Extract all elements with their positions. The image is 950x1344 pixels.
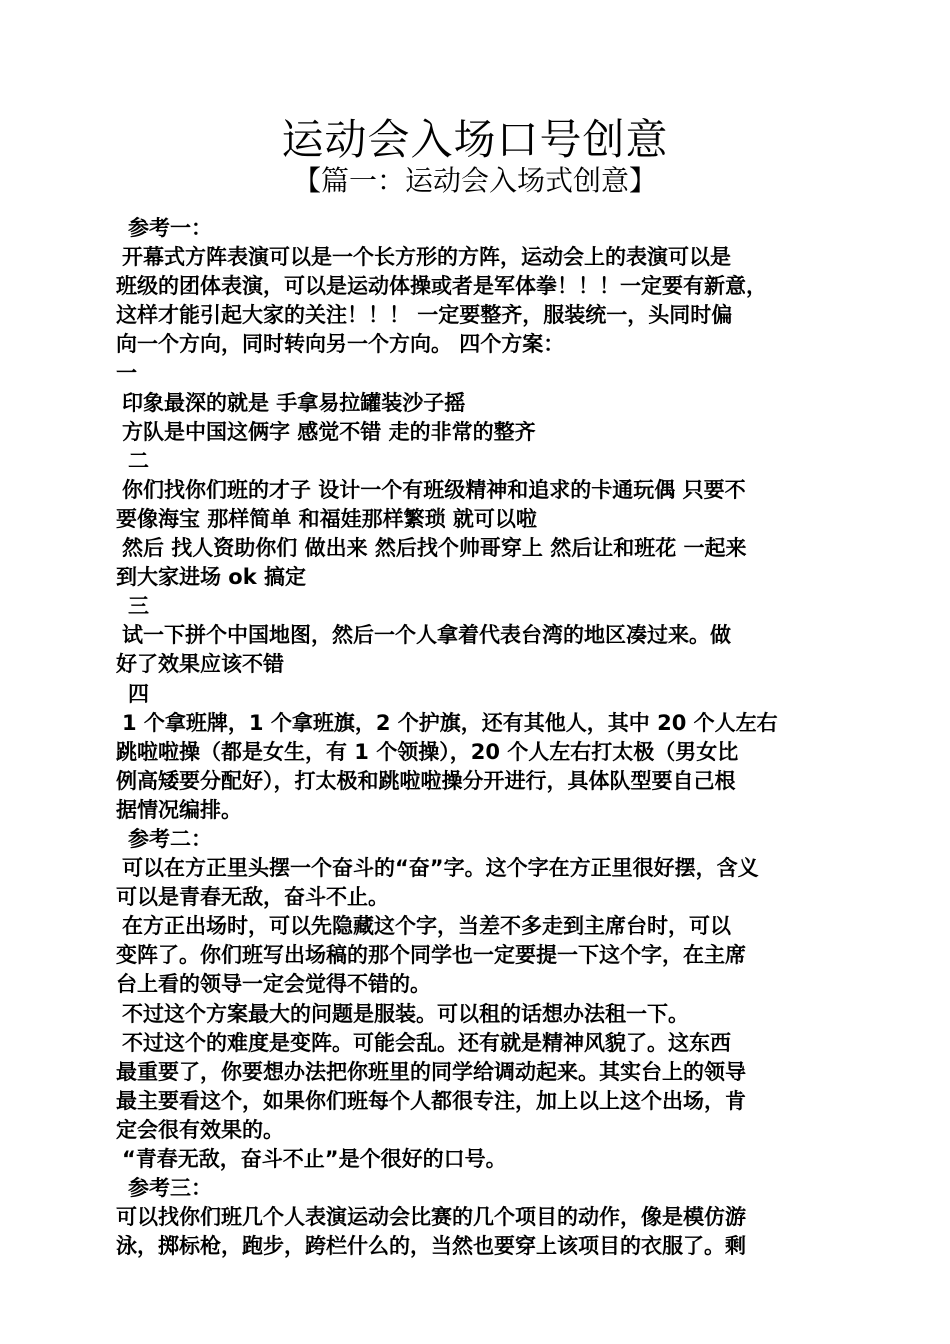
paragraph-line: 印象最深的就是 手拿易拉罐装沙子摇	[122, 390, 466, 415]
plan-number: 三	[128, 594, 149, 619]
paragraph-line: 好了效果应该不错	[116, 652, 284, 677]
paragraph-line: 可以找你们班几个人表演运动会比赛的几个项目的动作，像是模仿游	[116, 1205, 746, 1230]
paragraph-line: 泳，掷标枪，跑步，跨栏什么的，当然也要穿上该项目的衣服了。剩	[116, 1234, 746, 1259]
section-heading: 参考一：	[128, 216, 212, 240]
paragraph-line: 跳啦啦操（都是女生，有 1 个领操），20 个人左右打太极（男女比	[116, 739, 739, 764]
paragraph-line: 然后 找人资助你们 做出来 然后找个帅哥穿上 然后让和班花 一起来	[122, 536, 747, 561]
document-title: 运动会入场口号创意	[281, 115, 669, 164]
paragraph-line: 不过这个方案最大的问题是服装。可以租的话想办法租一下。	[122, 1001, 689, 1026]
paragraph-line: 试一下拼个中国地图，然后一个人拿着代表台湾的地区凑过来。做	[122, 623, 731, 648]
document-subtitle: 【篇一：运动会入场式创意】	[292, 164, 657, 197]
paragraph-line: 最重要了，你要想办法把你班里的同学给调动起来。其实台上的领导	[116, 1059, 746, 1084]
paragraph-line: 例高矮要分配好），打太极和跳啦啦操分开进行，具体队型要自己根	[116, 768, 736, 793]
paragraph-line: 这样才能引起大家的关注！！！ 一定要整齐，服装统一，头同时偏	[116, 303, 733, 328]
plan-number: 四	[128, 681, 149, 706]
paragraph-line: “青春无敌，奋斗不止”是个很好的口号。	[122, 1147, 507, 1171]
paragraph-line: 可以在方正里头摆一个奋斗的“奋”字。这个字在方正里很好摆，含义	[122, 856, 759, 881]
paragraph-line: 不过这个的难度是变阵。可能会乱。还有就是精神风貌了。这东西	[122, 1030, 731, 1055]
paragraph-line: 可以是青春无敌，奋斗不止。	[116, 885, 389, 910]
paragraph-line: 要像海宝 那样简单 和福娃那样繁琐 就可以啦	[116, 506, 537, 531]
paragraph-line: 班级的团体表演，可以是运动体操或者是军体拳！！！一定要有新意，	[116, 274, 767, 299]
paragraph-line: 向一个方向，同时转向另一个方向。 四个方案：	[116, 332, 565, 357]
paragraph-line: 开幕式方阵表演可以是一个长方形的方阵，运动会上的表演可以是	[122, 245, 731, 270]
paragraph-line: 据情况编排。	[116, 797, 242, 822]
paragraph-line: 最主要看这个，如果你们班每个人都很专注，加上以上这个出场，肯	[116, 1088, 746, 1113]
paragraph-line: 定会很有效果的。	[116, 1117, 284, 1142]
section-heading: 参考二：	[128, 826, 212, 851]
paragraph-line: 方队是中国这俩字 感觉不错 走的非常的整齐	[122, 419, 536, 444]
paragraph-line: 变阵了。你们班写出场稿的那个同学也一定要提一下这个字，在主席	[116, 943, 746, 968]
paragraph-line: 你们找你们班的才子 设计一个有班级精神和追求的卡通玩偶 只要不	[122, 477, 746, 502]
plan-number: 一	[116, 361, 137, 386]
paragraph-line: 在方正出场时，可以先隐藏这个字，当差不多走到主席台时，可以	[122, 914, 731, 939]
paragraph-line: 台上看的领导一定会觉得不错的。	[116, 972, 431, 997]
paragraph-line: 到大家进场 ok 搞定	[116, 565, 307, 590]
document-body	[116, 214, 851, 1261]
paragraph-line: 1 个拿班牌，1 个拿班旗，2 个护旗，还有其他人，其中 20 个人左右	[122, 710, 778, 735]
plan-number: 二	[128, 448, 149, 473]
section-heading: 参考三：	[128, 1176, 212, 1201]
